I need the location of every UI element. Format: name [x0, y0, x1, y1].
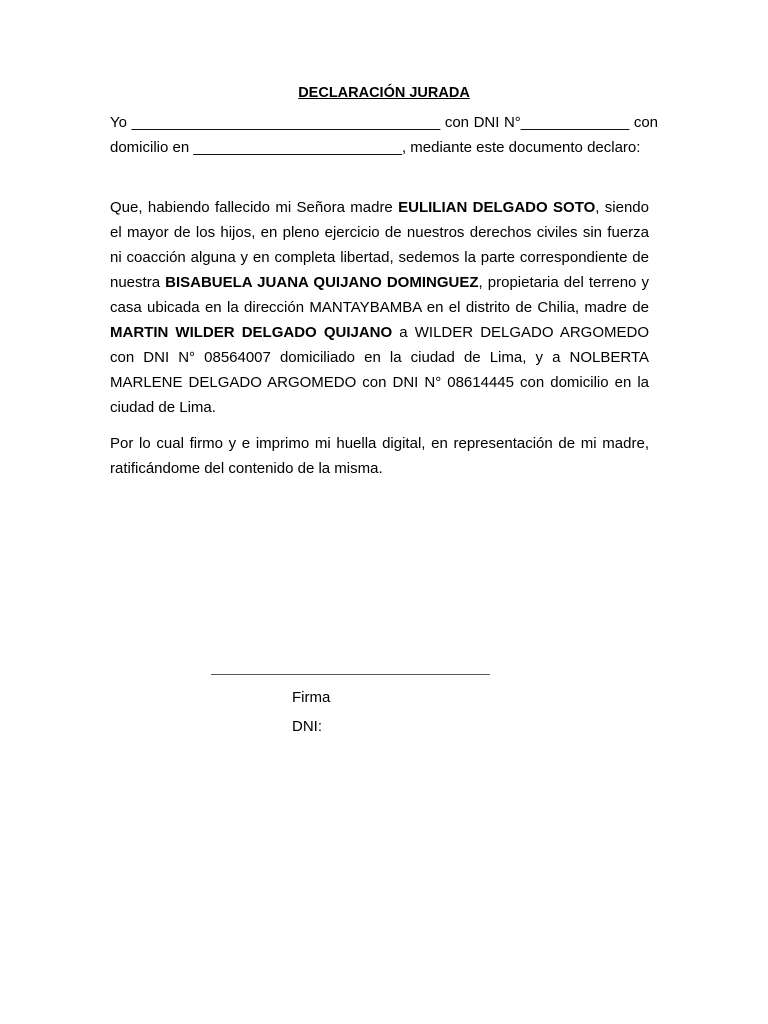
body-text-1: Que, habiendo fallecido mi Señora madre: [110, 199, 399, 216]
intro-yo: Yo: [110, 114, 127, 131]
name-blank: _____________________________________: [131, 114, 441, 131]
domicilio-blank: _________________________: [193, 139, 402, 156]
document-title: DECLARACIÓN JURADA: [298, 85, 470, 101]
signature-firma-label: Firma: [292, 689, 331, 706]
body-text-3: , propietaria del terreno y casa ubicada en la dirección MANTAYBAMBA en el distrito de Chilia, madre de: [110, 274, 649, 316]
intro-paragraph: [110, 110, 658, 160]
body-bold-martin: MARTIN WILDER DELGADO QUIJANO: [110, 324, 393, 341]
intro-con-dni: con DNI N°: [444, 114, 521, 131]
closing-paragraph: Por lo cual firmo y e imprimo mi huella digital, en representación de mi madre, ratificándome del contenido de la misma.: [110, 435, 649, 477]
intro-con-domicilio: con domicilio en: [110, 114, 659, 156]
intro-mediante: , mediante este documento declaro:: [401, 139, 641, 156]
dni-blank: _____________: [520, 114, 630, 131]
body-bold-bisabuela: BISABUELA JUANA QUIJANO DOMINGUEZ: [165, 274, 479, 291]
body-text-2: , siendo el mayor de los hijos, en pleno ejercicio de nuestros derechos civiles sin fuerza ni coacción alguna y en completa libertad, sedemos la parte correspondiente de nuestra: [110, 199, 649, 291]
signature-dni-label: DNI:: [292, 718, 322, 735]
body-text-4: a WILDER DELGADO ARGOMEDO con DNI N° 08564007 domiciliado en la ciudad de Lima, y a NOLBERTA MARLENE DELGADO ARGOMEDO con DNI N° 08614445 con domicilio en la ciudad de Lima.: [110, 324, 650, 416]
body-paragraph: [110, 195, 649, 420]
body-bold-mother: EULILIAN DELGADO SOTO: [398, 199, 596, 216]
signature-line: [211, 674, 490, 675]
